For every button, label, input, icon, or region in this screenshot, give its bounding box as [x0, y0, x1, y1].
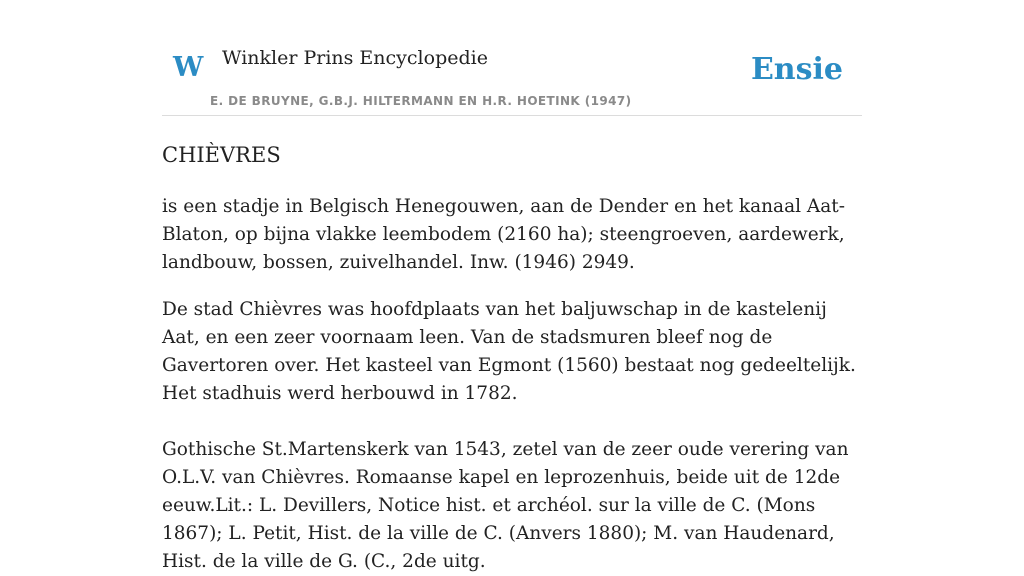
authors-line: E. DE BRUYNE, G.B.J. HILTERMANN EN H.R. HOETINK (1947)	[210, 94, 632, 108]
brand-logo[interactable]: Ensie	[750, 52, 843, 87]
site-title[interactable]: Winkler Prins Encyclopedie	[222, 47, 488, 69]
article-paragraph: De stad Chièvres was hoofdplaats van het baljuwschap in de kastelenij Aat, en een zeer voornaam leen. Van de stadsmuren bleef nog de Gavertoren over. Het kasteel van Egmont (1560) bestaat nog gedeeltelijk. Het stadhuis werd herbouwd in 1782.	[162, 299, 856, 404]
site-header	[162, 38, 862, 116]
site-logo[interactable]: W	[173, 52, 204, 83]
article-paragraph: is een stadje in Belgisch Henegouwen, aan de Dender en het kanaal Aat-Blaton, op bijna vlakke leembodem (2160 ha); steengroeven, aardewerk, landbouw, bossen, zuivelhandel. Inw. (1946) 2949.	[162, 196, 845, 273]
article-paragraph: Gothische St.Martenskerk van 1543, zetel van de zeer oude verering van O.L.V. van Chièvres. Romaanse kapel en leprozenhuis, beide uit de 12de eeuw.Lit.: L. Devillers, Notice hist. et archéol. sur la ville de C. (Mons 1867); L. Petit, Hist. de la ville de C. (Anvers 1880); M. van Haudenard, Hist. de la ville de G. (C., 2de uitg.	[162, 439, 849, 572]
entry-title: CHIÈVRES	[162, 143, 281, 167]
article-body	[162, 139, 864, 576]
